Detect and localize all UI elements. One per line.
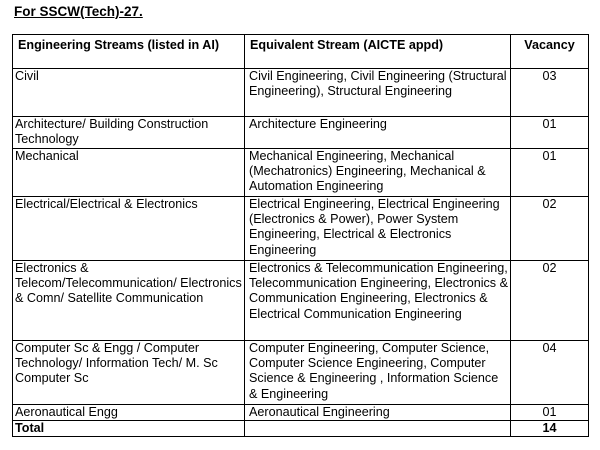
table-row [13, 341, 589, 405]
table-row [13, 197, 589, 261]
header-vacancy: Vacancy [511, 35, 589, 69]
equivalent-cell: Computer Engineering, Computer Science, Computer Science Engineering, Computer Science & Engineering , Information Science & Engineering [245, 341, 511, 405]
stream-cell: Computer Sc & Engg / Computer Technology/ Information Tech/ M. Sc Computer Sc [13, 341, 245, 405]
vacancy-cell: 02 [511, 261, 589, 341]
stream-cell: Mechanical [13, 149, 245, 197]
vacancy-cell: 01 [511, 117, 589, 149]
total-row [13, 421, 589, 437]
vacancy-cell: 02 [511, 197, 589, 261]
equivalent-cell: Mechanical Engineering, Mechanical (Mechatronics) Engineering, Mechanical & Automation Engineering [245, 149, 511, 197]
vacancy-cell: 03 [511, 69, 589, 117]
table-header-row [13, 35, 589, 69]
equivalent-cell: Electrical Engineering, Electrical Engineering (Electronics & Power), Power System Engineering, Electrical & Electronics Engineering [245, 197, 511, 261]
vacancy-table [12, 34, 589, 437]
total-label: Total [13, 421, 245, 437]
vacancy-cell: 01 [511, 149, 589, 197]
table-row [13, 149, 589, 197]
table-row [13, 405, 589, 421]
table-row [13, 117, 589, 149]
table-row [13, 261, 589, 341]
stream-cell: Aeronautical Engg [13, 405, 245, 421]
total-equivalent-cell [245, 421, 511, 437]
equivalent-cell: Aeronautical Engineering [245, 405, 511, 421]
stream-cell: Civil [13, 69, 245, 117]
page-heading: For SSCW(Tech)-27. [14, 4, 143, 19]
header-engineering-streams: Engineering Streams (listed in AI) [13, 35, 245, 69]
equivalent-cell: Civil Engineering, Civil Engineering (Structural Engineering), Structural Engineering [245, 69, 511, 117]
total-vacancy: 14 [511, 421, 589, 437]
table-row [13, 69, 589, 117]
stream-cell: Architecture/ Building Construction Technology [13, 117, 245, 149]
equivalent-cell: Architecture Engineering [245, 117, 511, 149]
stream-cell: Electrical/Electrical & Electronics [13, 197, 245, 261]
equivalent-cell: Electronics & Telecommunication Engineering, Telecommunication Engineering, Electronics & Communication Engineering, Electronics & Electrical Communication Engineering [245, 261, 511, 341]
vacancy-cell: 04 [511, 341, 589, 405]
header-equivalent-stream: Equivalent Stream (AICTE appd) [245, 35, 511, 69]
stream-cell: Electronics & Telecom/Telecommunication/ Electronics & Comn/ Satellite Communication [13, 261, 245, 341]
vacancy-cell: 01 [511, 405, 589, 421]
